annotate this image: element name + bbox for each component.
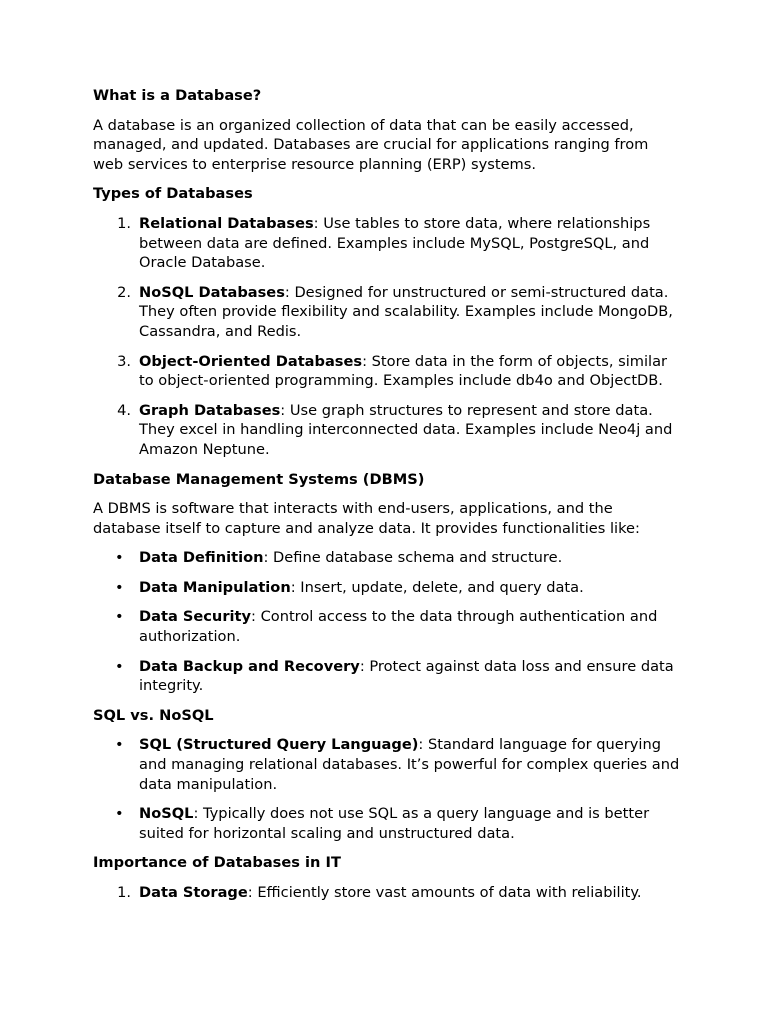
list-item bbox=[93, 548, 683, 568]
list-term: Data Manipulation bbox=[139, 578, 291, 596]
bullet-icon: • bbox=[115, 549, 124, 567]
heading-importance: Importance of Databases in IT bbox=[93, 854, 341, 872]
bullet-icon: • bbox=[115, 657, 124, 675]
list-desc: : Protect against data loss and ensure data integrity. bbox=[139, 657, 674, 695]
list-item bbox=[93, 883, 683, 903]
heading-sql-vs-nosql: SQL vs. NoSQL bbox=[93, 706, 214, 724]
list-desc: : Insert, update, delete, and query data. bbox=[290, 578, 584, 596]
list-term: Data Backup and Recovery bbox=[139, 657, 360, 675]
list-item bbox=[93, 735, 683, 794]
intro-paragraph: A database is an organized collection of data that can be easily accessed, managed, and updated. Databases are crucial for applications ranging from web services to enterprise resource planning (ERP) systems. bbox=[93, 116, 649, 173]
bullet-icon: • bbox=[115, 578, 124, 596]
list-number: 3. bbox=[117, 352, 131, 370]
heading-dbms: Database Management Systems (DBMS) bbox=[93, 470, 425, 488]
list-term: Object-Oriented Databases bbox=[139, 352, 363, 370]
list-number: 2. bbox=[117, 283, 131, 301]
bullet-icon: • bbox=[115, 736, 124, 754]
sql-nosql-list bbox=[93, 735, 683, 843]
list-term: SQL (Structured Query Language) bbox=[139, 736, 419, 754]
heading-types-of-databases: Types of Databases bbox=[93, 185, 253, 203]
list-item bbox=[93, 804, 683, 843]
list-item bbox=[93, 607, 683, 646]
dbms-paragraph: A DBMS is software that interacts with end-users, applications, and the database itself to capture and analyze data. It provides functionalities like: bbox=[93, 500, 640, 537]
importance-list bbox=[93, 883, 683, 903]
list-term: Graph Databases bbox=[139, 401, 281, 419]
types-list bbox=[93, 214, 683, 460]
dbms-functions-list bbox=[93, 548, 683, 696]
list-desc: : Standard language for querying and managing relational databases. It’s powerful for complex queries and data manipulation. bbox=[139, 736, 680, 793]
list-desc: : Typically does not use SQL as a query language and is better suited for horizontal scaling and unstructured data. bbox=[139, 805, 650, 842]
list-desc: : Store data in the form of objects, similar to object-oriented programming. Examples include db4o and ObjectDB. bbox=[139, 352, 668, 390]
list-desc: : Use tables to store data, where relationships between data are defined. Examples include MySQL, PostgreSQL, and Oracle Database. bbox=[139, 214, 651, 272]
list-desc: : Use graph structures to represent and store data. They excel in handling interconnected data. Examples include Neo4j and Amazon Neptune. bbox=[139, 401, 673, 458]
list-number: 4. bbox=[117, 401, 131, 419]
list-term: Data Security bbox=[139, 608, 252, 626]
list-item bbox=[93, 578, 683, 598]
list-number: 1. bbox=[117, 884, 131, 901]
list-term: NoSQL Databases bbox=[139, 283, 285, 301]
list-item bbox=[93, 352, 683, 391]
list-term: Data Storage bbox=[139, 884, 248, 901]
list-desc: : Efficiently store vast amounts of data with reliability. bbox=[247, 884, 642, 901]
list-desc: : Designed for unstructured or semi-structured data. They often provide flexibility and scalability. Examples include MongoDB, Cassandra, and Redis. bbox=[139, 283, 673, 340]
heading-what-is-database: What is a Database? bbox=[93, 87, 262, 104]
bullet-icon: • bbox=[115, 608, 124, 626]
list-term: NoSQL bbox=[139, 805, 194, 823]
list-item bbox=[93, 401, 683, 460]
list-term: Data Definition bbox=[139, 549, 264, 567]
list-item bbox=[93, 283, 683, 342]
list-item bbox=[93, 657, 683, 696]
list-item bbox=[93, 214, 683, 273]
list-term: Relational Databases bbox=[139, 214, 314, 232]
bullet-icon: • bbox=[115, 805, 124, 823]
list-desc: : Define database schema and structure. bbox=[263, 549, 563, 567]
list-number: 1. bbox=[117, 214, 131, 232]
list-desc: : Control access to the data through authentication and authorization. bbox=[139, 608, 658, 646]
